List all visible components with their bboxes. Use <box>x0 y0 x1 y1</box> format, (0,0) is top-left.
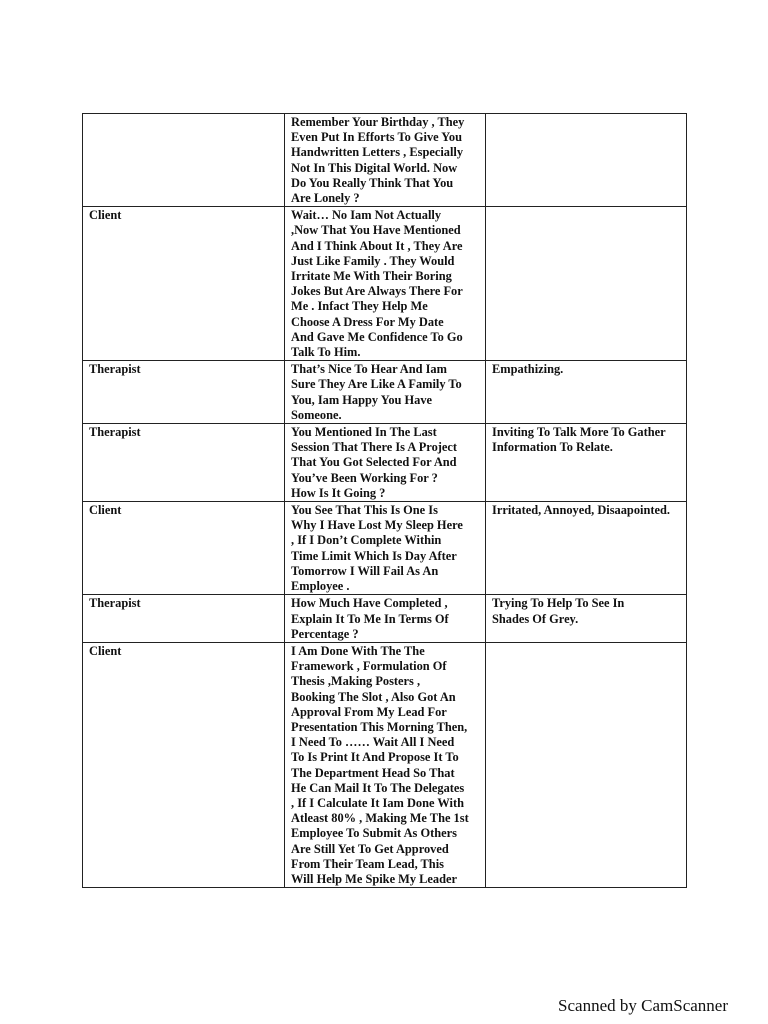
dialogue-cell: That’s Nice To Hear And Iam Sure They Are Like A Family To You, Iam Happy You Have Someone. <box>285 361 486 424</box>
dialogue-cell: I Am Done With The The Framework , Formulation Of Thesis ,Making Posters , Booking The Slot , Also Got An Approval From My Lead For Presentation This Morning Then, I Need To …… Wait All I Need To Is Print It And Propose It To The Department Head So That He Can Mail It To The Delegates , If I Calculate It Iam Done With Atleast 80% , Making Me The 1st Employee To Submit As Others Are Still Yet To Get Approved From Their Team Lead, This Will Help Me Spike My Leader <box>285 642 486 887</box>
table-row <box>83 502 687 595</box>
dialogue-cell: Remember Your Birthday , They Even Put In Efforts To Give You Handwritten Letters , Especially Not In This Digital World. Now Do You Really Think That You Are Lonely ? <box>285 114 486 207</box>
dialogue-cell: How Much Have Completed , Explain It To Me In Terms Of Percentage ? <box>285 595 486 643</box>
table-row <box>83 207 687 361</box>
dialogue-cell: You See That This Is One Is Why I Have Lost My Sleep Here , If I Don’t Complete Within Time Limit Which Is Day After Tomorrow I Will Fail As An Employee . <box>285 502 486 595</box>
note-cell <box>486 114 687 207</box>
table-row <box>83 361 687 424</box>
speaker-cell: Client <box>83 207 285 361</box>
note-cell: Irritated, Annoyed, Disaapointed. <box>486 502 687 595</box>
session-transcript-table <box>82 113 687 888</box>
table-row <box>83 595 687 643</box>
note-cell: Trying To Help To See In Shades Of Grey. <box>486 595 687 643</box>
table-row <box>83 424 687 502</box>
note-cell <box>486 642 687 887</box>
scanner-watermark: Scanned by CamScanner <box>558 996 728 1015</box>
note-cell <box>486 207 687 361</box>
speaker-cell: Therapist <box>83 361 285 424</box>
table-row <box>83 642 687 887</box>
dialogue-cell: You Mentioned In The Last Session That There Is A Project That You Got Selected For And You’ve Been Working For ? How Is It Going ? <box>285 424 486 502</box>
speaker-cell: Therapist <box>83 595 285 643</box>
table-row <box>83 114 687 207</box>
note-cell: Empathizing. <box>486 361 687 424</box>
speaker-cell: Therapist <box>83 424 285 502</box>
note-cell: Inviting To Talk More To Gather Information To Relate. <box>486 424 687 502</box>
speaker-cell: Client <box>83 502 285 595</box>
speaker-cell: Client <box>83 642 285 887</box>
speaker-cell <box>83 114 285 207</box>
dialogue-cell: Wait… No Iam Not Actually ,Now That You Have Mentioned And I Think About It , They Are Just Like Family . They Would Irritate Me With Their Boring Jokes But Are Always There For Me . Infact They Help Me Choose A Dress For My Date And Gave Me Confidence To Go Talk To Him. <box>285 207 486 361</box>
